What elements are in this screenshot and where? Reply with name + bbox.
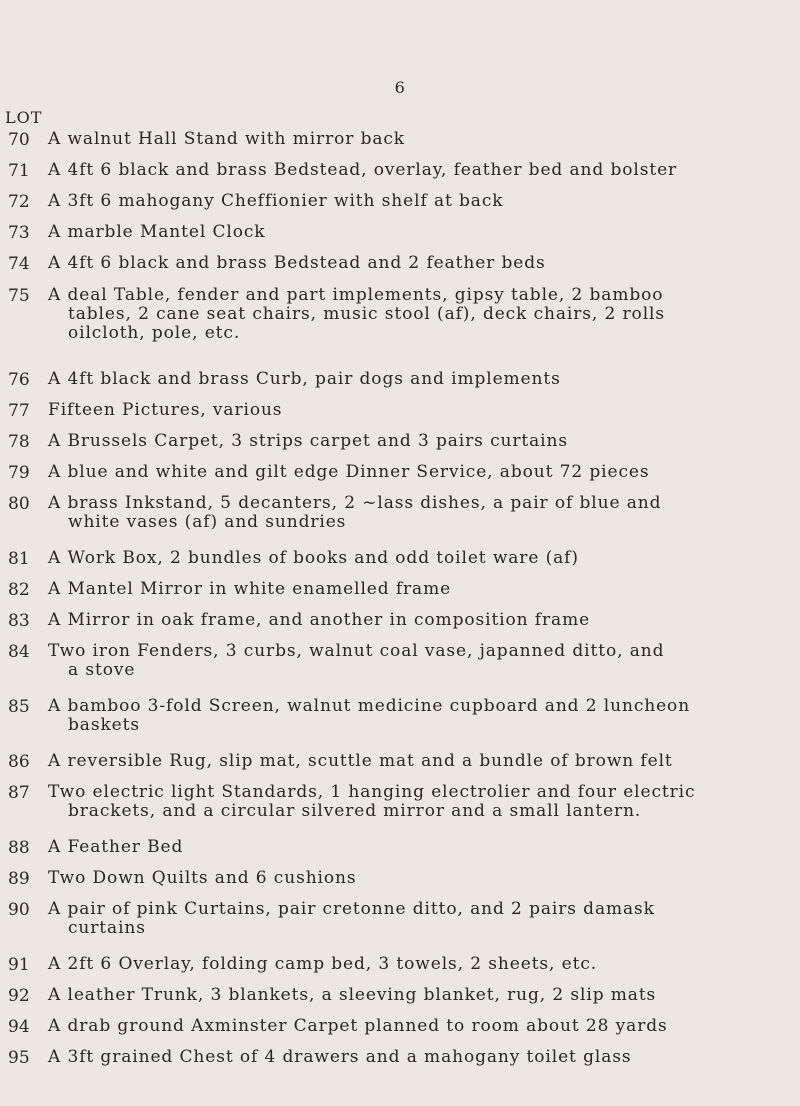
- lot-number: 95: [8, 1048, 30, 1068]
- lot-description: [48, 611, 793, 630]
- lot-description-line: baskets: [68, 715, 140, 735]
- lot-number: 73: [8, 223, 30, 243]
- lot-description: [48, 463, 793, 482]
- lot-number: 83: [8, 611, 30, 631]
- lot-description-line: A bamboo 3-fold Screen, walnut medicine cupboard and 2 luncheon: [48, 696, 691, 716]
- lot-description: [48, 642, 793, 680]
- lot-description: [48, 1017, 793, 1036]
- lot-description: [48, 401, 793, 420]
- lot-number: 91: [8, 955, 30, 975]
- lot-description: [48, 192, 793, 211]
- lot-description: [48, 432, 793, 451]
- lot-number: 75: [8, 286, 30, 306]
- lot-description-line: A 4ft black and brass Curb, pair dogs and implements: [48, 369, 561, 389]
- lot-number: 89: [8, 869, 30, 889]
- lot-number: 87: [8, 783, 30, 803]
- lot-number: 94: [8, 1017, 30, 1037]
- lot-number: 80: [8, 494, 30, 514]
- lot-description-line: A reversible Rug, slip mat, scuttle mat and a bundle of brown felt: [48, 751, 673, 771]
- lot-description-line: A brass Inkstand, 5 decanters, 2 ~lass dishes, a pair of blue and: [48, 493, 662, 513]
- lot-number: 70: [8, 130, 30, 150]
- lot-number: 84: [8, 642, 30, 662]
- lot-description-line: A deal Table, fender and part implements, gipsy table, 2 bamboo: [48, 285, 664, 305]
- lot-description: [48, 986, 793, 1005]
- lot-number: 86: [8, 752, 30, 772]
- lot-description: [48, 286, 793, 343]
- lot-description: [48, 370, 793, 389]
- lot-number: 90: [8, 900, 30, 920]
- page-number: 6: [394, 78, 406, 97]
- lot-description-line: Two Down Quilts and 6 cushions: [48, 868, 357, 888]
- lot-description-line: A drab ground Axminster Carpet planned to room about 28 yards: [48, 1016, 668, 1036]
- lot-description: [48, 1048, 793, 1067]
- lot-description-line: A pair of pink Curtains, pair cretonne ditto, and 2 pairs damask: [48, 899, 655, 919]
- lot-description: [48, 955, 793, 974]
- lot-description: [48, 223, 793, 242]
- lot-description-line: A Work Box, 2 bundles of books and odd toilet ware (af): [48, 548, 579, 568]
- lot-description-line: white vases (af) and sundries: [68, 512, 347, 532]
- lot-number: 77: [8, 401, 30, 421]
- lot-number: 72: [8, 192, 30, 212]
- lot-description: [48, 494, 793, 532]
- lot-description-line: A 4ft 6 black and brass Bedstead, overlay, feather bed and bolster: [48, 160, 678, 180]
- lot-number: 92: [8, 986, 30, 1006]
- lot-description: [48, 130, 793, 149]
- lot-description-line: A blue and white and gilt edge Dinner Service, about 72 pieces: [48, 462, 650, 482]
- lot-number: 81: [8, 549, 30, 569]
- lot-description-line: A Mantel Mirror in white enamelled frame: [48, 579, 452, 599]
- lot-description-line: tables, 2 cane seat chairs, music stool (af), deck chairs, 2 rolls: [68, 304, 665, 324]
- lot-number: 82: [8, 580, 30, 600]
- lot-description: [48, 254, 793, 273]
- lot-number: 85: [8, 697, 30, 717]
- lot-description-line: A Mirror in oak frame, and another in composition frame: [48, 610, 591, 630]
- lot-description: [48, 580, 793, 599]
- lot-description-line: curtains: [68, 918, 146, 938]
- lot-number: 76: [8, 370, 30, 390]
- lot-description-line: Two electric light Standards, 1 hanging electrolier and four electric: [48, 782, 696, 802]
- lot-number: 79: [8, 463, 30, 483]
- lot-number: 78: [8, 432, 30, 452]
- lot-description-line: Fifteen Pictures, various: [48, 400, 283, 420]
- lot-number: 74: [8, 254, 30, 274]
- lot-description-line: oilcloth, pole, etc.: [68, 323, 241, 343]
- lot-description-line: A 4ft 6 black and brass Bedstead and 2 feather beds: [48, 253, 546, 273]
- lot-description: [48, 752, 793, 771]
- lot-description-line: A leather Trunk, 3 blankets, a sleeving blanket, rug, 2 slip mats: [48, 985, 657, 1005]
- lot-description-line: brackets, and a circular silvered mirror and a small lantern.: [68, 801, 642, 821]
- lot-header: LOT: [5, 108, 43, 127]
- lot-description-line: a stove: [68, 660, 136, 680]
- lot-description: [48, 697, 793, 735]
- lot-number: 88: [8, 838, 30, 858]
- lot-description: [48, 783, 793, 821]
- lot-description-line: A Feather Bed: [48, 837, 184, 857]
- lot-description-line: A 3ft grained Chest of 4 drawers and a mahogany toilet glass: [48, 1047, 632, 1067]
- lot-description: [48, 549, 793, 568]
- lot-description: [48, 161, 793, 180]
- lot-number: 71: [8, 161, 30, 181]
- lot-description-line: A 2ft 6 Overlay, folding camp bed, 3 towels, 2 sheets, etc.: [48, 954, 598, 974]
- lot-description: [48, 900, 793, 938]
- lot-description-line: A Brussels Carpet, 3 strips carpet and 3 pairs curtains: [48, 431, 568, 451]
- lot-description: [48, 838, 793, 857]
- lot-description-line: Two iron Fenders, 3 curbs, walnut coal vase, japanned ditto, and: [48, 641, 665, 661]
- lot-description-line: A marble Mantel Clock: [48, 222, 266, 242]
- lot-description-line: A walnut Hall Stand with mirror back: [48, 129, 406, 149]
- lot-description-line: A 3ft 6 mahogany Cheffionier with shelf at back: [48, 191, 504, 211]
- lot-description: [48, 869, 793, 888]
